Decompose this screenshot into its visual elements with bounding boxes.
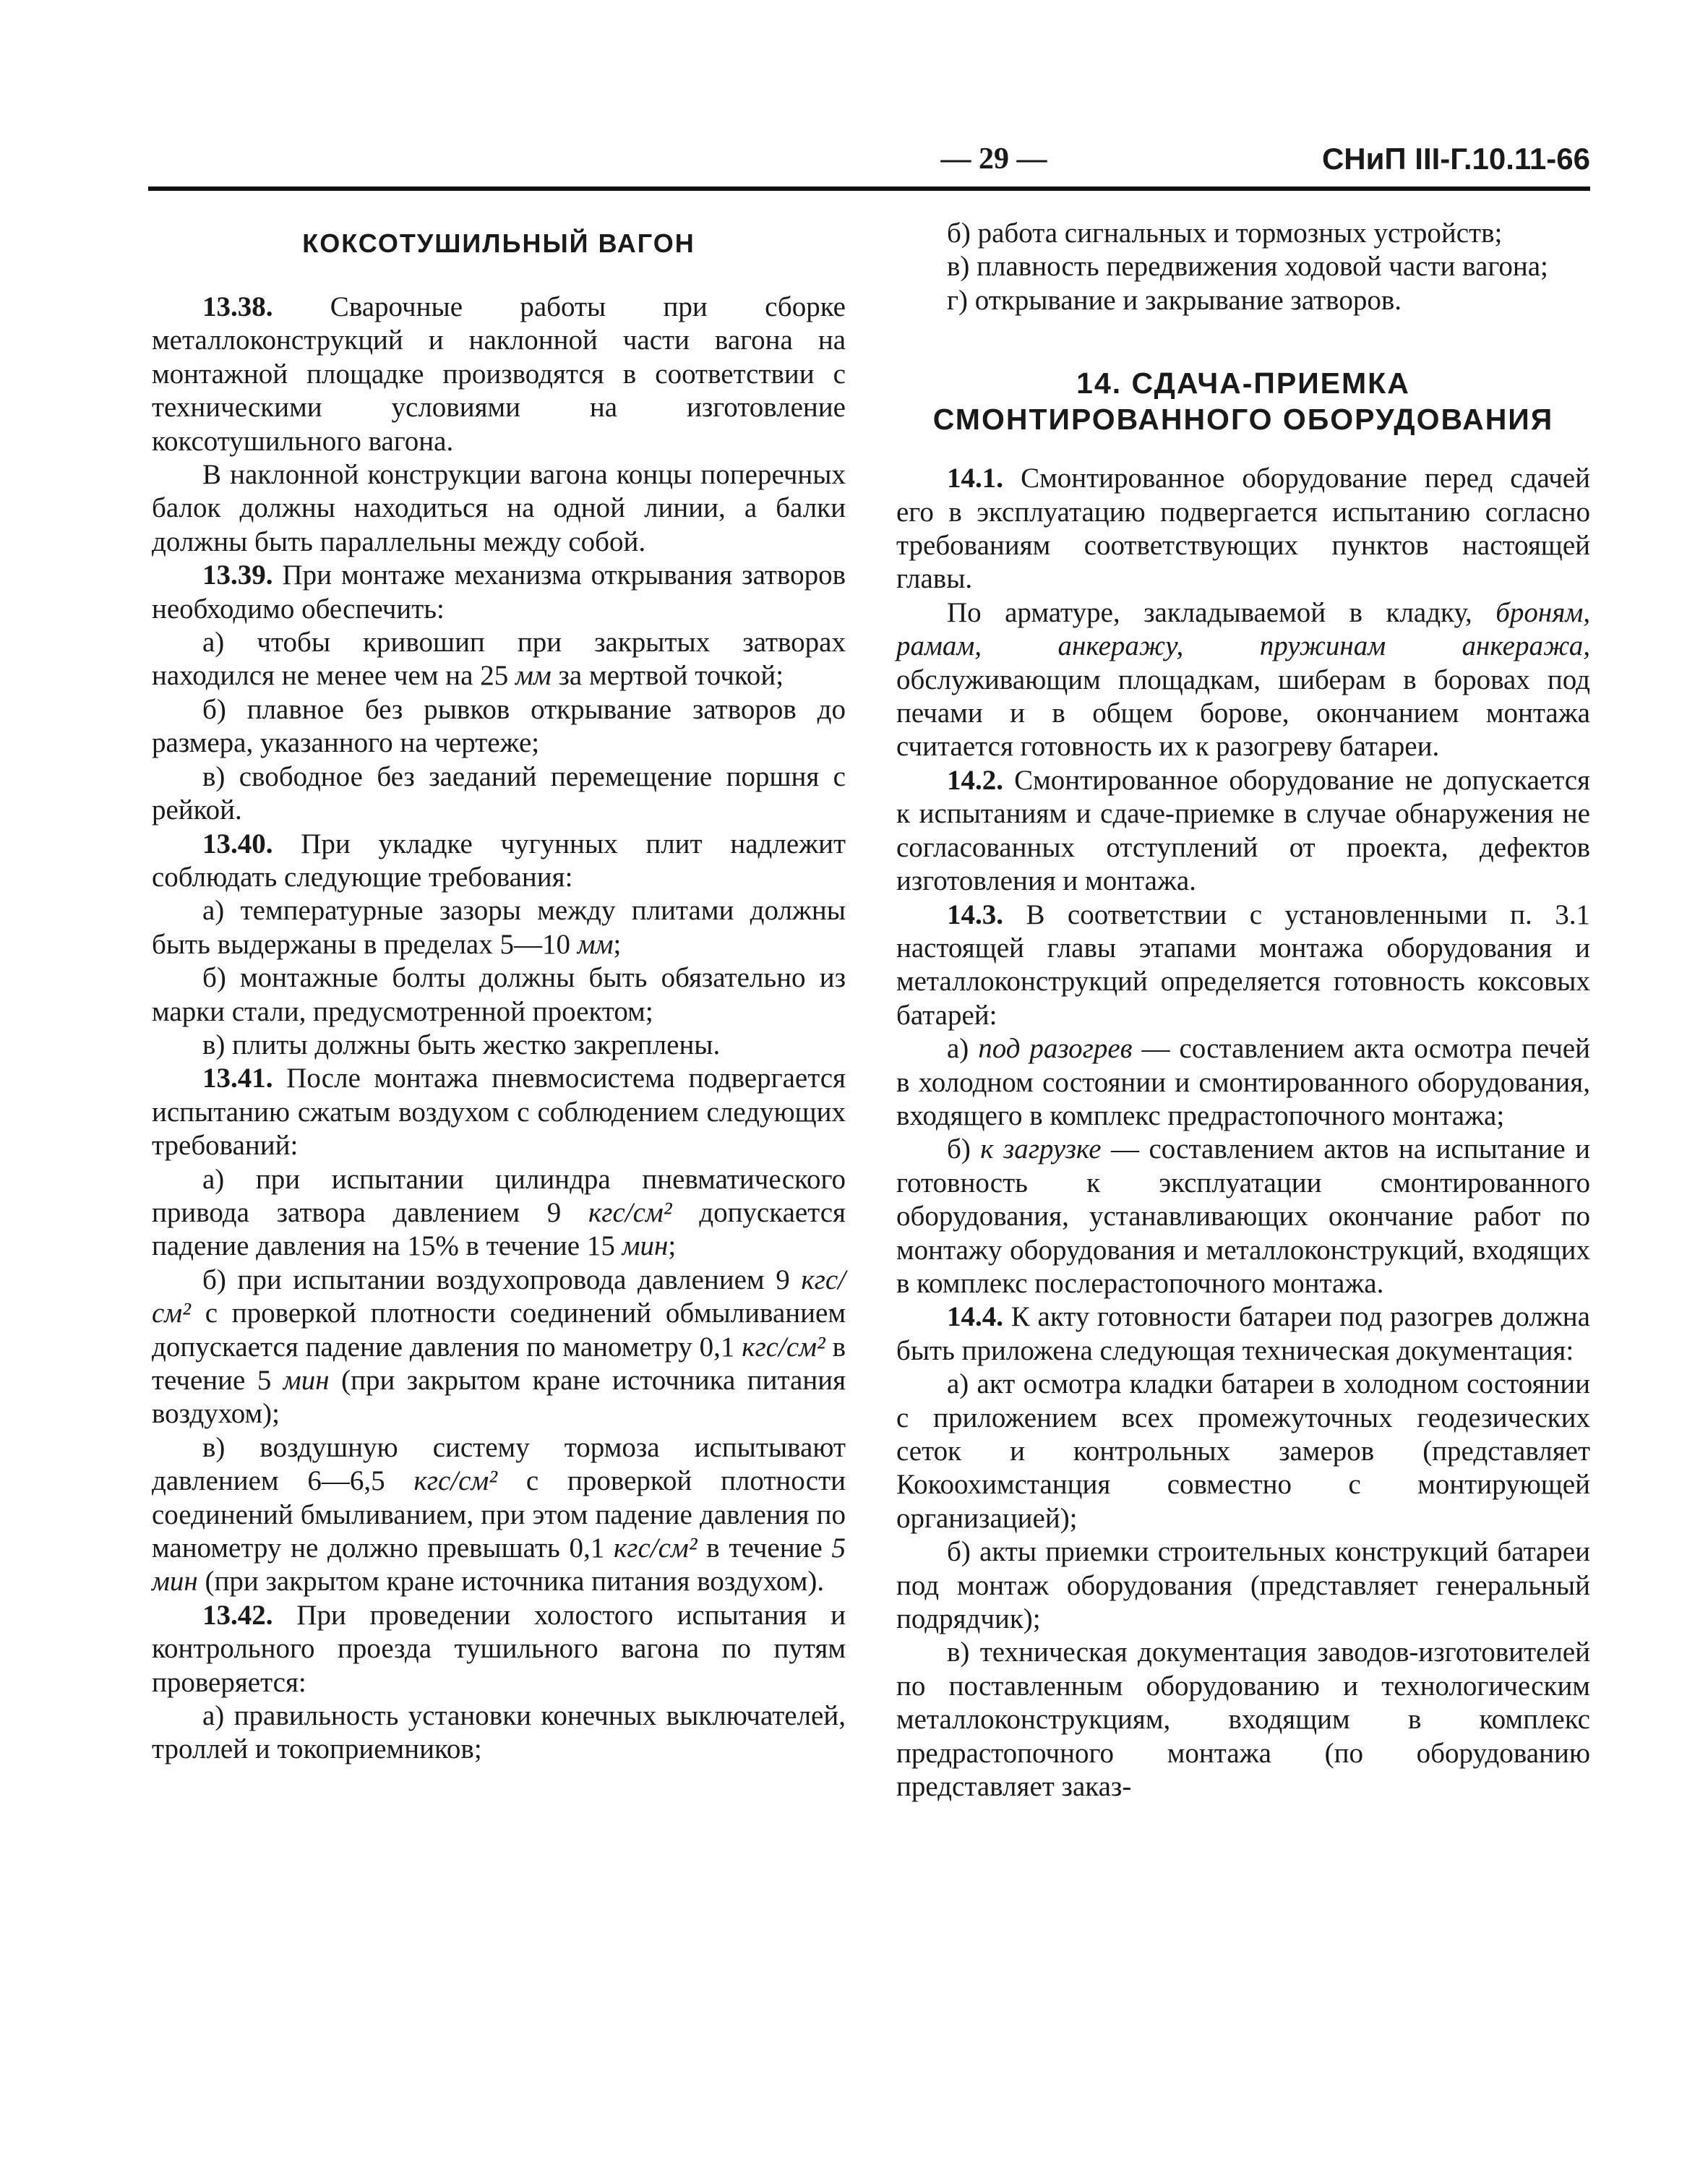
clause-13-41-item-b: б) при испытании воздухопровода давлением 9 кгс/см² с проверкой плотности соединений обмыливанием допускается падение давления по манометру 0,1 кгс/см² в течение 5 мин (при закрытом кране источника питания воздухом); xyxy=(152,1264,846,1430)
clause-text: При монтаже механизма открывания затворов необходимо обеспечить: xyxy=(152,559,846,625)
clause-text: При проведении холостого испытания и контрольного проезда тушильного вагона по путям проверяется: xyxy=(152,1599,846,1698)
clause-number: 14.4. xyxy=(947,1301,1003,1333)
clause-text: Смонтированное оборудование не допускается к испытаниям и сдаче-приемке в случае обнаружения не согласованных отступлений от проекта, дефектов изготовления и монтажа. xyxy=(896,764,1590,897)
clause-text: После монтажа пневмосистема подвергается испытанию сжатым воздухом с соблюдением следующих требований: xyxy=(152,1063,846,1162)
clause-13-38-paragraph-2: В наклонной конструкции вагона концы поперечных балок должны находиться на одной линии, а балки должны быть параллельны между собой. xyxy=(152,459,846,557)
clause-14-4-item-b: б) акты приемки строительных конструкций батареи под монтаж оборудования (представляет генеральный подрядчик); xyxy=(896,1536,1590,1635)
clause-14-2 xyxy=(896,764,1590,899)
clause-text: При укладке чугунных плит надлежит соблюдать следующие требования: xyxy=(152,828,846,893)
page-number: — 29 — xyxy=(940,142,1047,176)
clause-14-3-item-b: б) к загрузке — составлением актов на испытание и готовность к эксплуатации смонтированного оборудования, устанавливающих окончание работ по монтажу оборудования и металлоконструкций, входящих в комплекс послерастопочного монтажа. xyxy=(896,1133,1590,1299)
left-column xyxy=(152,217,846,1767)
header-rule xyxy=(148,186,1590,191)
clause-number: 13.41. xyxy=(202,1063,273,1094)
clause-14-1-paragraph-2: По арматуре, закладываемой в кладку, броням, рамам, анкеражу, пружинам анкеража, обслуживающим площадкам, шиберам в боровах под печами и в общем борове, окончанием монтажа считается готовность их к разогреву батареи. xyxy=(896,596,1590,763)
clause-13-41 xyxy=(152,1062,846,1162)
clause-13-39 xyxy=(152,559,846,626)
right-column xyxy=(896,217,1590,1804)
clause-13-40-item-b: б) монтажные болты должны быть обязательно из марки стали, предусмотренной проектом; xyxy=(152,962,846,1027)
clause-number: 13.39. xyxy=(202,559,273,591)
section-title-line-2: СМОНТИРОВАННОГО ОБОРУДОВАНИЯ xyxy=(932,403,1554,437)
clause-13-41-item-a: а) при испытании цилиндра пневматического привода затвора давлением 9 кгс/см² допускается падение давления на 15% в течение 15 мин; xyxy=(152,1163,846,1262)
clause-13-40 xyxy=(152,828,846,895)
clause-text: В соответствии с установленными п. 3.1 настоящей главы этапами монтажа оборудования и металлоконструкций определяется готовность коксовых батарей: xyxy=(896,899,1590,1031)
clause-14-4-item-c: в) техническая документация заводов-изготовителей по поставленным оборудованию и технологическим металлоконструкциям, входящим в комплекс предрастопочного монтажа (по оборудованию представляет заказ- xyxy=(896,1637,1590,1803)
clause-14-1 xyxy=(896,462,1590,596)
clause-14-4-item-a: а) акт осмотра кладки батареи в холодном состоянии с приложением всех промежуточных геодезических сеток и контрольных замеров (представляет Кокоохимстанция совместно с монтирующей организацией); xyxy=(896,1368,1590,1534)
clause-13-42-item-d: г) открывание и закрывание затворов. xyxy=(947,284,1402,316)
clause-13-40-item-a: а) температурные зазоры между плитами должны быть выдержаны в пределах 5—10 мм; xyxy=(152,895,846,960)
clause-13-42-item-b: б) работа сигнальных и тормозных устройств; xyxy=(947,218,1503,249)
clause-14-3-item-a: а) под разогрев — составлением акта осмотра печей в холодном состоянии и смонтированного оборудования, входящего в комплекс предрастопочного монтажа; xyxy=(896,1033,1590,1131)
clause-text: К акту готовности батареи под разогрев должна быть приложена следующая техническая документация: xyxy=(896,1301,1590,1366)
clause-14-3 xyxy=(896,899,1590,1033)
clause-13-38 xyxy=(152,291,846,458)
clause-text: Смонтированное оборудование перед сдачей его в эксплуатацию подвергается испытанию согласно требованиям соответствующих пунктов настоящей главы. xyxy=(896,463,1590,595)
clause-number: 14.2. xyxy=(947,764,1003,796)
clause-13-41-item-c: в) воздушную систему тормоза испытывают давлением 6—6,5 кгс/см² с проверкой плотности соединений бмыливанием, при этом падение давления по манометру не должно превышать 0,1 кгс/см² в течение 5 мин (при закрытом кране источника питания воздухом). xyxy=(152,1431,846,1598)
clause-number: 13.42. xyxy=(202,1599,273,1631)
clause-13-42-item-a: а) правильность установки конечных выключателей, троллей и токоприемников; xyxy=(152,1700,846,1765)
section-title-acceptance xyxy=(896,365,1590,437)
section-title-line-1: 14. СДАЧА-ПРИЕМКА xyxy=(1076,366,1410,400)
clause-14-4 xyxy=(896,1300,1590,1368)
page-header xyxy=(152,137,1590,181)
clause-13-42-item-c: в) плавность передвижения ходовой части вагона; xyxy=(947,251,1548,283)
clause-13-42 xyxy=(152,1599,846,1699)
clause-number: 13.38. xyxy=(202,291,273,322)
clause-13-40-item-c: в) плиты должны быть жестко закреплены. xyxy=(202,1029,721,1060)
clause-13-39-item-b: б) плавное без рывков открывание затворов до размера, указанного на чертеже; xyxy=(152,693,846,759)
document-code: СНиП III-Г.10.11-66 xyxy=(1321,142,1590,176)
section-title-coke-quenching-car: КОКСОТУШИЛЬНЫЙ ВАГОН xyxy=(302,228,695,258)
clause-13-39-item-a: а) чтобы кривошип при закрытых затворах находился не менее чем на 25 мм за мертвой точкой; xyxy=(152,627,846,692)
clause-number: 14.1. xyxy=(947,463,1003,494)
clause-13-39-item-c: в) свободное без заеданий перемещение поршня с рейкой. xyxy=(152,760,846,826)
clause-number: 14.3. xyxy=(947,899,1003,930)
clause-number: 13.40. xyxy=(202,828,273,859)
clause-text: Сварочные работы при сборке металлоконструкций и наклонной части вагона на монтажной площадке производятся в соответствии с техническими условиями на изготовление коксотушильного вагона. xyxy=(152,291,846,457)
